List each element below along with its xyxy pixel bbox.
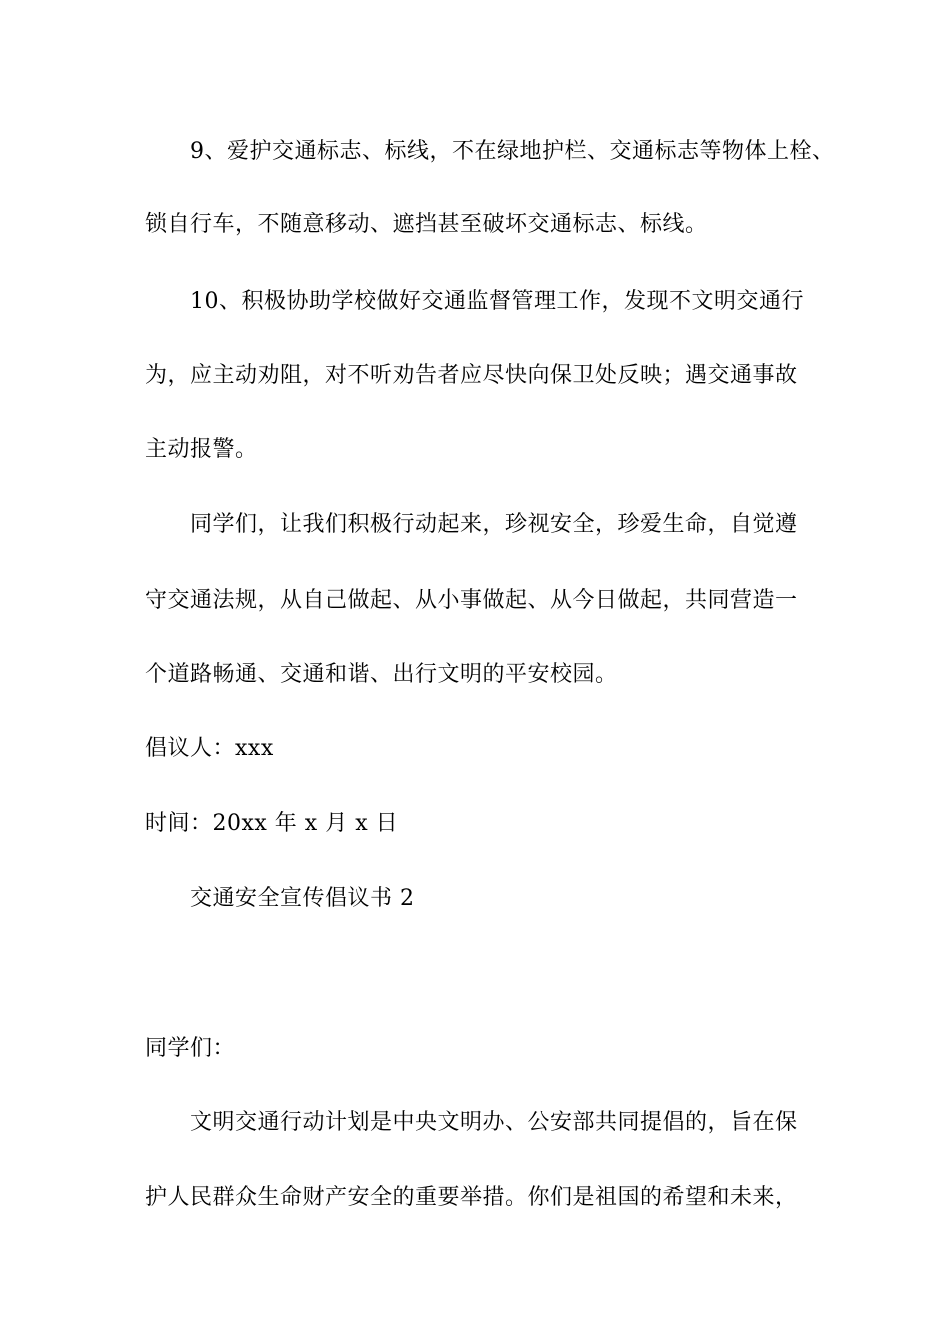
- paragraph-line: 守交通法规，从自己做起、从小事做起、从今日做起，共同营造一: [145, 588, 798, 613]
- paragraph-line: 护人民群众生命财产安全的重要举措。你们是祖国的希望和未来，: [145, 1185, 798, 1210]
- paragraph-line: 同学们，让我们积极行动起来，珍视安全，珍爱生命，自觉遵: [190, 512, 798, 537]
- paragraph-line: 主动报警。: [145, 437, 258, 462]
- signer-line: 倡议人：xxx: [145, 736, 274, 761]
- paragraph-line: 9、爱护交通标志、标线，不在绿地护栏、交通标志等物体上栓、: [190, 139, 835, 164]
- paragraph-line: 文明交通行动计划是中央文明办、公安部共同提倡的，旨在保: [190, 1110, 798, 1135]
- paragraph-line: 锁自行车，不随意移动、遮挡甚至破坏交通标志、标线。: [145, 212, 708, 237]
- salutation-line: 同学们：: [145, 1036, 236, 1061]
- paragraph-line: 个道路畅通、交通和谐、出行文明的平安校园。: [145, 662, 618, 687]
- date-line: 时间：20xx 年 x 月 x 日: [145, 811, 399, 836]
- paragraph-line: 为，应主动劝阻，对不听劝告者应尽快向保卫处反映；遇交通事故: [145, 363, 798, 388]
- section-title: 交通安全宣传倡议书 2: [190, 886, 415, 911]
- paragraph-line: 10、积极协助学校做好交通监督管理工作，发现不文明交通行: [190, 289, 804, 314]
